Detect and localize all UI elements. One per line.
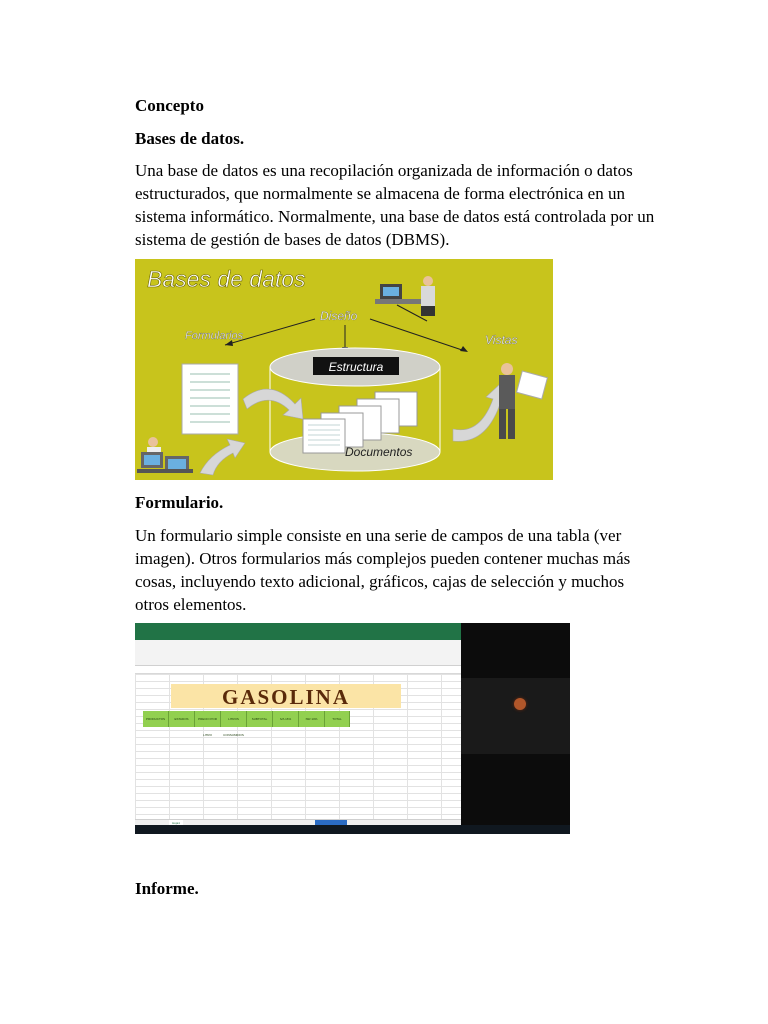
gasolina-banner-text: GASOLINA (221, 685, 351, 709)
heading-concepto: Concepto (135, 96, 204, 115)
diagram-drawing (135, 259, 553, 480)
label-vistas: Vistas (485, 333, 518, 347)
video-tile (461, 678, 570, 754)
paragraph-line: sistema informático. Normalmente, una base de datos está controlada por un (135, 207, 655, 226)
heading-formulario: Formulario. (135, 493, 224, 512)
spreadsheet-screenshot (135, 623, 570, 834)
label-estructura: Estructura (328, 360, 384, 374)
column-header-cell: PRODUCTOS (143, 711, 169, 727)
windows-taskbar (135, 825, 570, 834)
excel-formula-bar (135, 666, 461, 674)
column-header-cell: ESTADOS (169, 711, 195, 727)
label-documentos: Documentos (345, 445, 413, 459)
label-diseno: Diseño (320, 309, 358, 323)
excel-window (135, 623, 461, 834)
paragraph-line: sistema de gestión de bases de datos (DBMS). (135, 230, 450, 249)
column-header-cell: PRECIO POR LITRO (195, 711, 221, 727)
column-header-cell: ISR 10% (299, 711, 325, 727)
bases-paragraph (135, 159, 655, 251)
excel-header-row (143, 711, 349, 737)
formulario-paragraph (135, 524, 655, 616)
column-header-cell: IVA 16% (273, 711, 299, 727)
paragraph-line: estructurados, que normalmente se almacena de forma electrónica en un (135, 184, 625, 203)
paragraph-line: otros elementos. (135, 595, 247, 614)
paragraph-line: Un formulario simple consiste en una serie de campos de una tabla (ver (135, 526, 622, 545)
video-call-panel (461, 623, 570, 825)
paragraph-line: Una base de datos es una recopilación organizada de información o datos (135, 161, 633, 180)
column-header-cell: TOTAL (325, 711, 350, 727)
label-formularios: Formularios (185, 330, 244, 342)
excel-ribbon-tabs (135, 632, 461, 640)
participant-avatar (514, 698, 526, 710)
paragraph-line: cosas, incluyendo texto adicional, gráficos, cajas de selección y muchos (135, 572, 625, 591)
column-header-cell: SUBTOTAL (247, 711, 273, 727)
gasolina-banner (171, 684, 401, 708)
heading-bases-de-datos: Bases de datos. (135, 129, 245, 148)
diagram-title: Bases de datos (147, 266, 306, 292)
heading-informe: Informe. (135, 879, 199, 898)
bases-de-datos-diagram (135, 259, 553, 480)
excel-title-bar (135, 623, 461, 632)
paragraph-line: imagen). Otros formularios más complejos pueden contener muchas más (135, 549, 631, 568)
computer-operator-icon (375, 276, 435, 316)
arrow-up-icon (200, 439, 245, 475)
form-sheet-icon (182, 364, 238, 434)
excel-ribbon (135, 640, 461, 666)
presenter-icon (499, 363, 547, 439)
user-workstation-icon (137, 437, 193, 473)
column-header-cell: LITROS CONSUMIDOS (221, 711, 247, 727)
sheet-tab: Hoja1 (169, 820, 183, 827)
